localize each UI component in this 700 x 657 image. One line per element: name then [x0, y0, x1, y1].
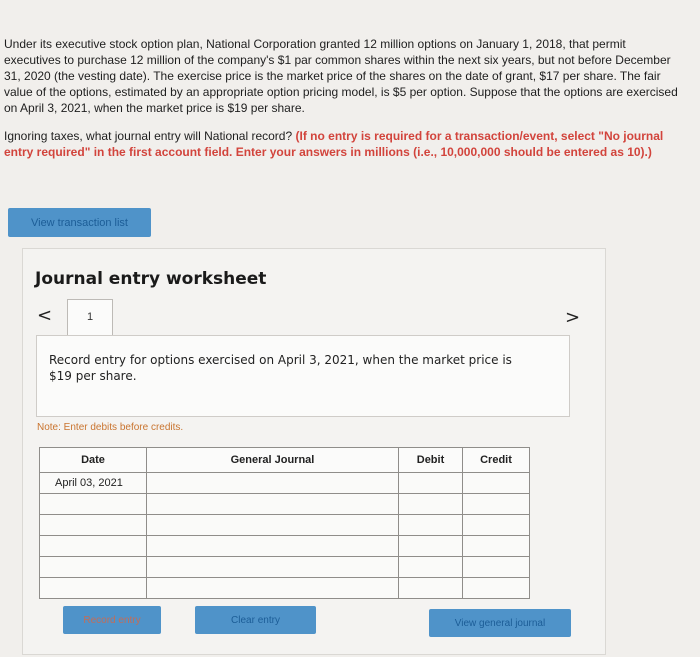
- date-cell[interactable]: [40, 578, 147, 599]
- debit-cell[interactable]: [399, 557, 463, 578]
- debit-cell[interactable]: [399, 515, 463, 536]
- credit-cell[interactable]: [463, 515, 530, 536]
- account-cell[interactable]: [147, 473, 399, 494]
- debit-credit-note: Note: Enter debits before credits.: [37, 422, 184, 433]
- column-header-credit: Credit: [463, 448, 530, 473]
- account-cell[interactable]: [147, 536, 399, 557]
- question-text: [4, 36, 684, 160]
- debit-cell[interactable]: [399, 494, 463, 515]
- date-cell[interactable]: [40, 557, 147, 578]
- view-transaction-list-button[interactable]: View transaction list: [8, 208, 151, 237]
- page-tab-1[interactable]: 1: [67, 299, 113, 336]
- account-cell[interactable]: [147, 557, 399, 578]
- entry-description: Record entry for options exercised on April 3, 2021, when the market price is $19 per share.: [49, 353, 512, 383]
- table-row: [40, 494, 530, 515]
- table-row: [40, 578, 530, 599]
- entry-description-box: [36, 335, 570, 417]
- chevron-right-icon[interactable]: >: [565, 307, 581, 328]
- column-header-general-journal: General Journal: [147, 448, 399, 473]
- column-header-date: Date: [40, 448, 147, 473]
- question-instructions: [4, 128, 684, 160]
- account-cell[interactable]: [147, 494, 399, 515]
- account-cell[interactable]: [147, 578, 399, 599]
- credit-cell[interactable]: [463, 578, 530, 599]
- view-general-journal-button[interactable]: View general journal: [429, 609, 571, 637]
- date-cell[interactable]: [40, 536, 147, 557]
- journal-table: [39, 447, 530, 599]
- account-cell[interactable]: [147, 515, 399, 536]
- instruction-note: (If no entry is required for a transaction/event, select "No journal entry required" in the first account field. Enter your answers in millions (i.e., 10,000,000 should be entered as 10).): [4, 129, 664, 159]
- clear-entry-button[interactable]: Clear entry: [195, 606, 316, 634]
- debit-cell[interactable]: [399, 578, 463, 599]
- table-row: [40, 557, 530, 578]
- worksheet-title: Journal entry worksheet: [35, 269, 267, 289]
- question-prompt: Ignoring taxes, what journal entry will National record?: [4, 129, 293, 143]
- table-row: [40, 515, 530, 536]
- date-cell[interactable]: [40, 494, 147, 515]
- debit-cell[interactable]: [399, 473, 463, 494]
- journal-header-row: [40, 448, 530, 473]
- credit-cell[interactable]: [463, 557, 530, 578]
- date-cell[interactable]: April 03, 2021: [40, 473, 147, 494]
- credit-cell[interactable]: [463, 536, 530, 557]
- table-row: [40, 473, 530, 494]
- column-header-debit: Debit: [399, 448, 463, 473]
- credit-cell[interactable]: [463, 494, 530, 515]
- chevron-left-icon[interactable]: <: [37, 305, 53, 326]
- question-paragraph: Under its executive stock option plan, National Corporation granted 12 million options on January 1, 2018, that permit executives to purchase 12 million of the company's $1 par common shares within the next six years, but not before December 31, 2020 (the vesting date). The exercise price is the market price of the shares on the date of grant, $17 per share. The fair value of the options, estimated by an appropriate option pricing model, is $5 per option. Suppose that the options are exercised on April 3, 2021, when the market price is $19 per share.: [4, 37, 678, 115]
- journal-entry-worksheet: [22, 248, 606, 655]
- table-row: [40, 536, 530, 557]
- debit-cell[interactable]: [399, 536, 463, 557]
- record-entry-button[interactable]: Record entry: [63, 606, 161, 634]
- credit-cell[interactable]: [463, 473, 530, 494]
- date-cell[interactable]: [40, 515, 147, 536]
